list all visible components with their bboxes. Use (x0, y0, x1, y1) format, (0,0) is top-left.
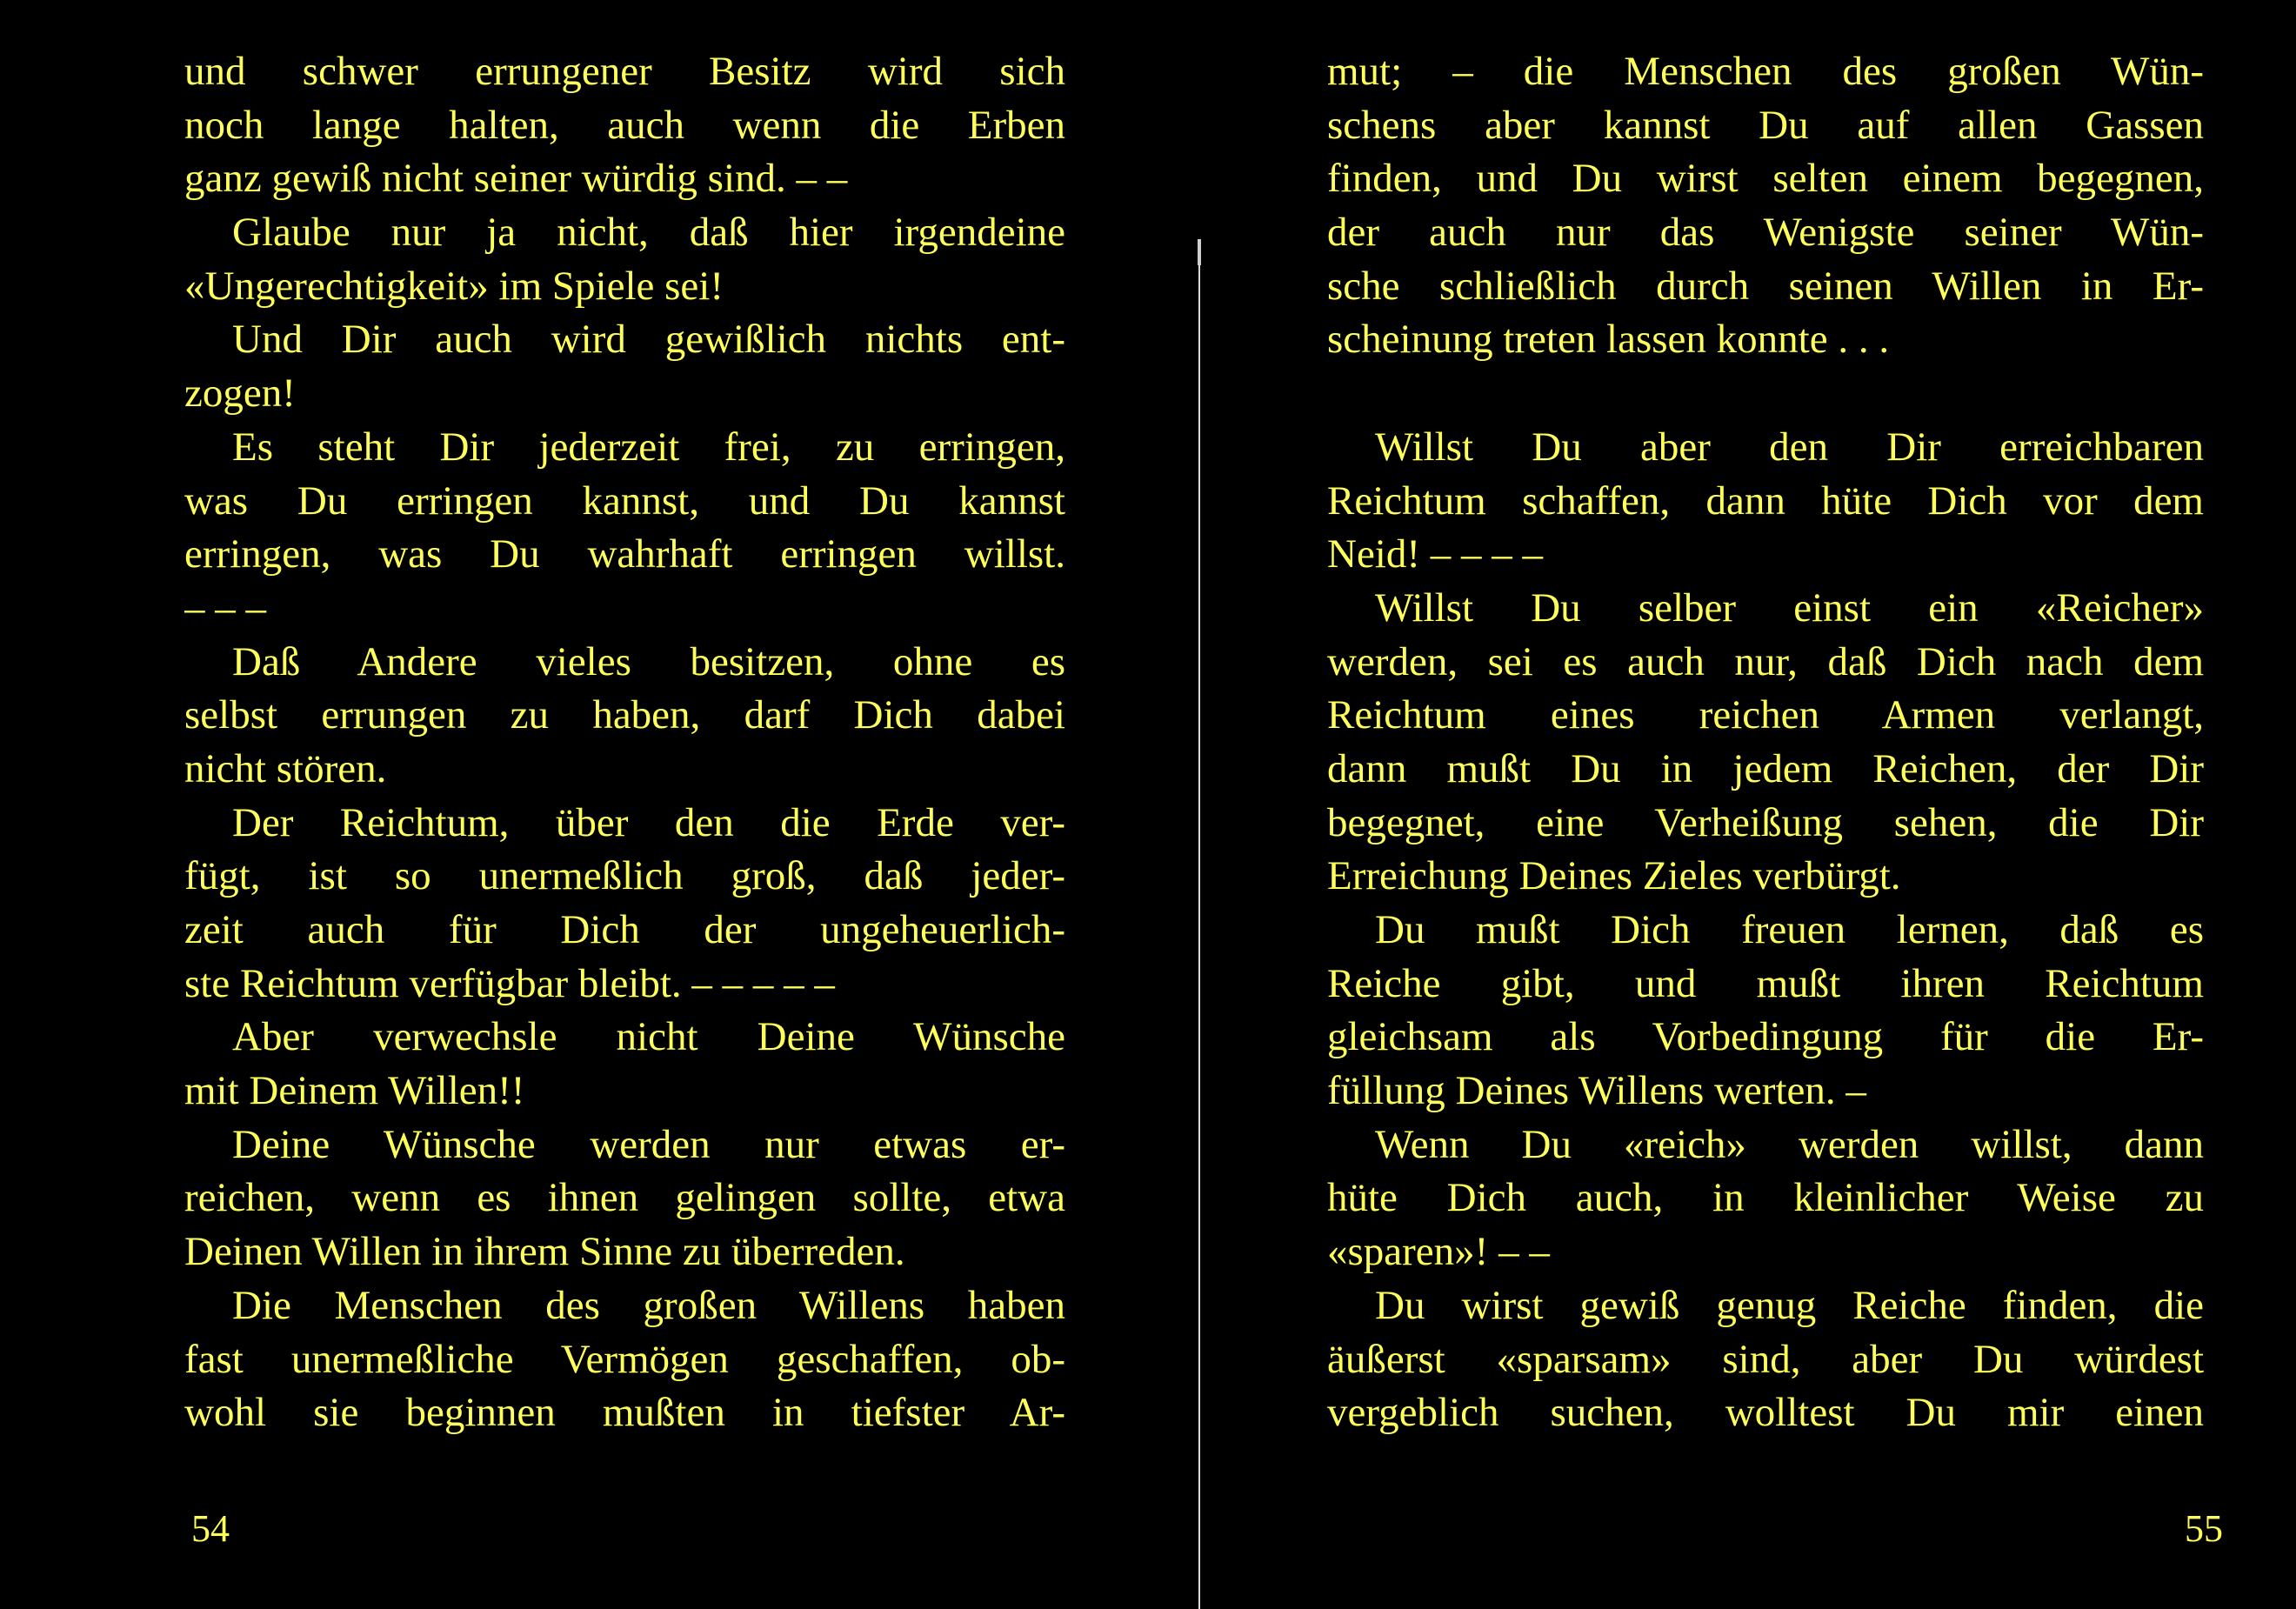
text-line: «sparen»! – – (1327, 1229, 1550, 1275)
text-line: Willst Du selber einst ein «Reicher» (1375, 584, 2204, 631)
text-line: Aber verwechsle nicht Deine Wünsche (232, 1014, 1065, 1060)
text-line: Die Menschen des großen Willens haben (232, 1282, 1065, 1328)
text-line: zogen! (184, 371, 296, 417)
text-line: mit Deinem Willen!! (184, 1068, 525, 1114)
right-page-text (1327, 45, 2204, 1440)
blank-line (1327, 367, 2204, 421)
text-line: – – – (184, 584, 266, 631)
text-line: und schwer errungener Besitz wird sich (184, 49, 1065, 94)
text-line: Reiche gibt, und mußt ihren Reichtum (1327, 960, 2204, 1006)
text-line: Glaube nur ja nicht, daß hier irgendeine (232, 210, 1065, 256)
text-line: mut; – die Menschen des großen Wün- (1327, 49, 2204, 94)
text-line: füllung Deines Willens werten. – (1327, 1068, 1866, 1114)
text-line: Und Dir auch wird gewißlich nichts ent- (232, 317, 1065, 363)
text-line: reichen, wenn es ihnen gelingen sollte, etwa (184, 1175, 1065, 1221)
text-line: noch lange halten, auch wenn die Erben (184, 102, 1065, 148)
text-line: Willst Du aber den Dir erreichbaren (1375, 424, 2204, 470)
text-line: begegnet, eine Verheißung sehen, die Dir (1327, 799, 2204, 845)
text-line: Reichtum schaffen, dann hüte Dich vor dem (1327, 477, 2204, 524)
text-line: werden, sei es auch nur, daß Dich nach dem (1327, 638, 2204, 684)
text-line: Du mußt Dich freuen lernen, daß es (1375, 907, 2204, 952)
text-line: Wenn Du «reich» werden willst, dann (1375, 1121, 2204, 1167)
text-line: Reichtum eines reichen Armen verlangt, (1327, 692, 2204, 738)
text-line: Deinen Willen in ihrem Sinne zu überreden. (184, 1229, 905, 1275)
text-line: äußerst «sparsam» sind, aber Du würdest (1327, 1336, 2204, 1382)
text-line: zeit auch für Dich der ungeheuerlich- (184, 907, 1065, 952)
text-line: nicht stören. (184, 745, 387, 791)
text-line: vergeblich suchen, wolltest Du mir einen (1327, 1390, 2204, 1436)
text-line: wohl sie beginnen mußten in tiefster Ar- (184, 1390, 1065, 1436)
text-line: fast unermeßliche Vermögen geschaffen, ob- (184, 1336, 1065, 1382)
text-line: Der Reichtum, über den die Erde ver- (232, 799, 1065, 845)
text-line: schens aber kannst Du auf allen Gassen (1327, 102, 2204, 148)
text-line: Du wirst gewiß genug Reiche finden, die (1375, 1282, 2204, 1328)
text-line: Neid! – – – – (1327, 531, 1544, 578)
page-number: 54 (191, 1507, 230, 1550)
text-line: sche schließlich durch seinen Willen in Er- (1327, 263, 2204, 309)
text-line: gleichsam als Vorbedingung für die Er- (1327, 1014, 2204, 1060)
right-page (1200, 0, 2296, 1609)
text-line: Daß Andere vieles besitzen, ohne es (232, 638, 1065, 684)
text-line: «Ungerechtigkeit» im Spiele sei! (184, 263, 724, 309)
text-line: finden, und Du wirst selten einem begegnen, (1327, 156, 2204, 202)
text-line: ste Reichtum verfügbar bleibt. – – – – – (184, 960, 835, 1006)
page-number: 55 (2185, 1507, 2223, 1550)
text-line: selbst errungen zu haben, darf Dich dabei (184, 692, 1065, 738)
text-line: scheinung treten lassen konnte . . . (1327, 317, 1890, 363)
text-line: hüte Dich auch, in kleinlicher Weise zu (1327, 1175, 2204, 1221)
left-page-text (184, 45, 1065, 1440)
text-line: erringen, was Du wahrhaft erringen willst. (184, 531, 1065, 578)
text-line: Erreichung Deines Zieles verbürgt. (1327, 853, 1901, 899)
text-line: dann mußt Du in jedem Reichen, der Dir (1327, 745, 2204, 791)
text-line: fügt, ist so unermeßlich groß, daß jeder- (184, 853, 1065, 899)
text-line: Deine Wünsche werden nur etwas er- (232, 1121, 1065, 1167)
text-line: der auch nur das Wenigste seiner Wün- (1327, 210, 2204, 256)
text-line: Es steht Dir jederzeit frei, zu erringen, (232, 424, 1065, 470)
text-line: was Du erringen kannst, und Du kannst (184, 477, 1065, 524)
text-line: ganz gewiß nicht seiner würdig sind. – – (184, 156, 848, 202)
